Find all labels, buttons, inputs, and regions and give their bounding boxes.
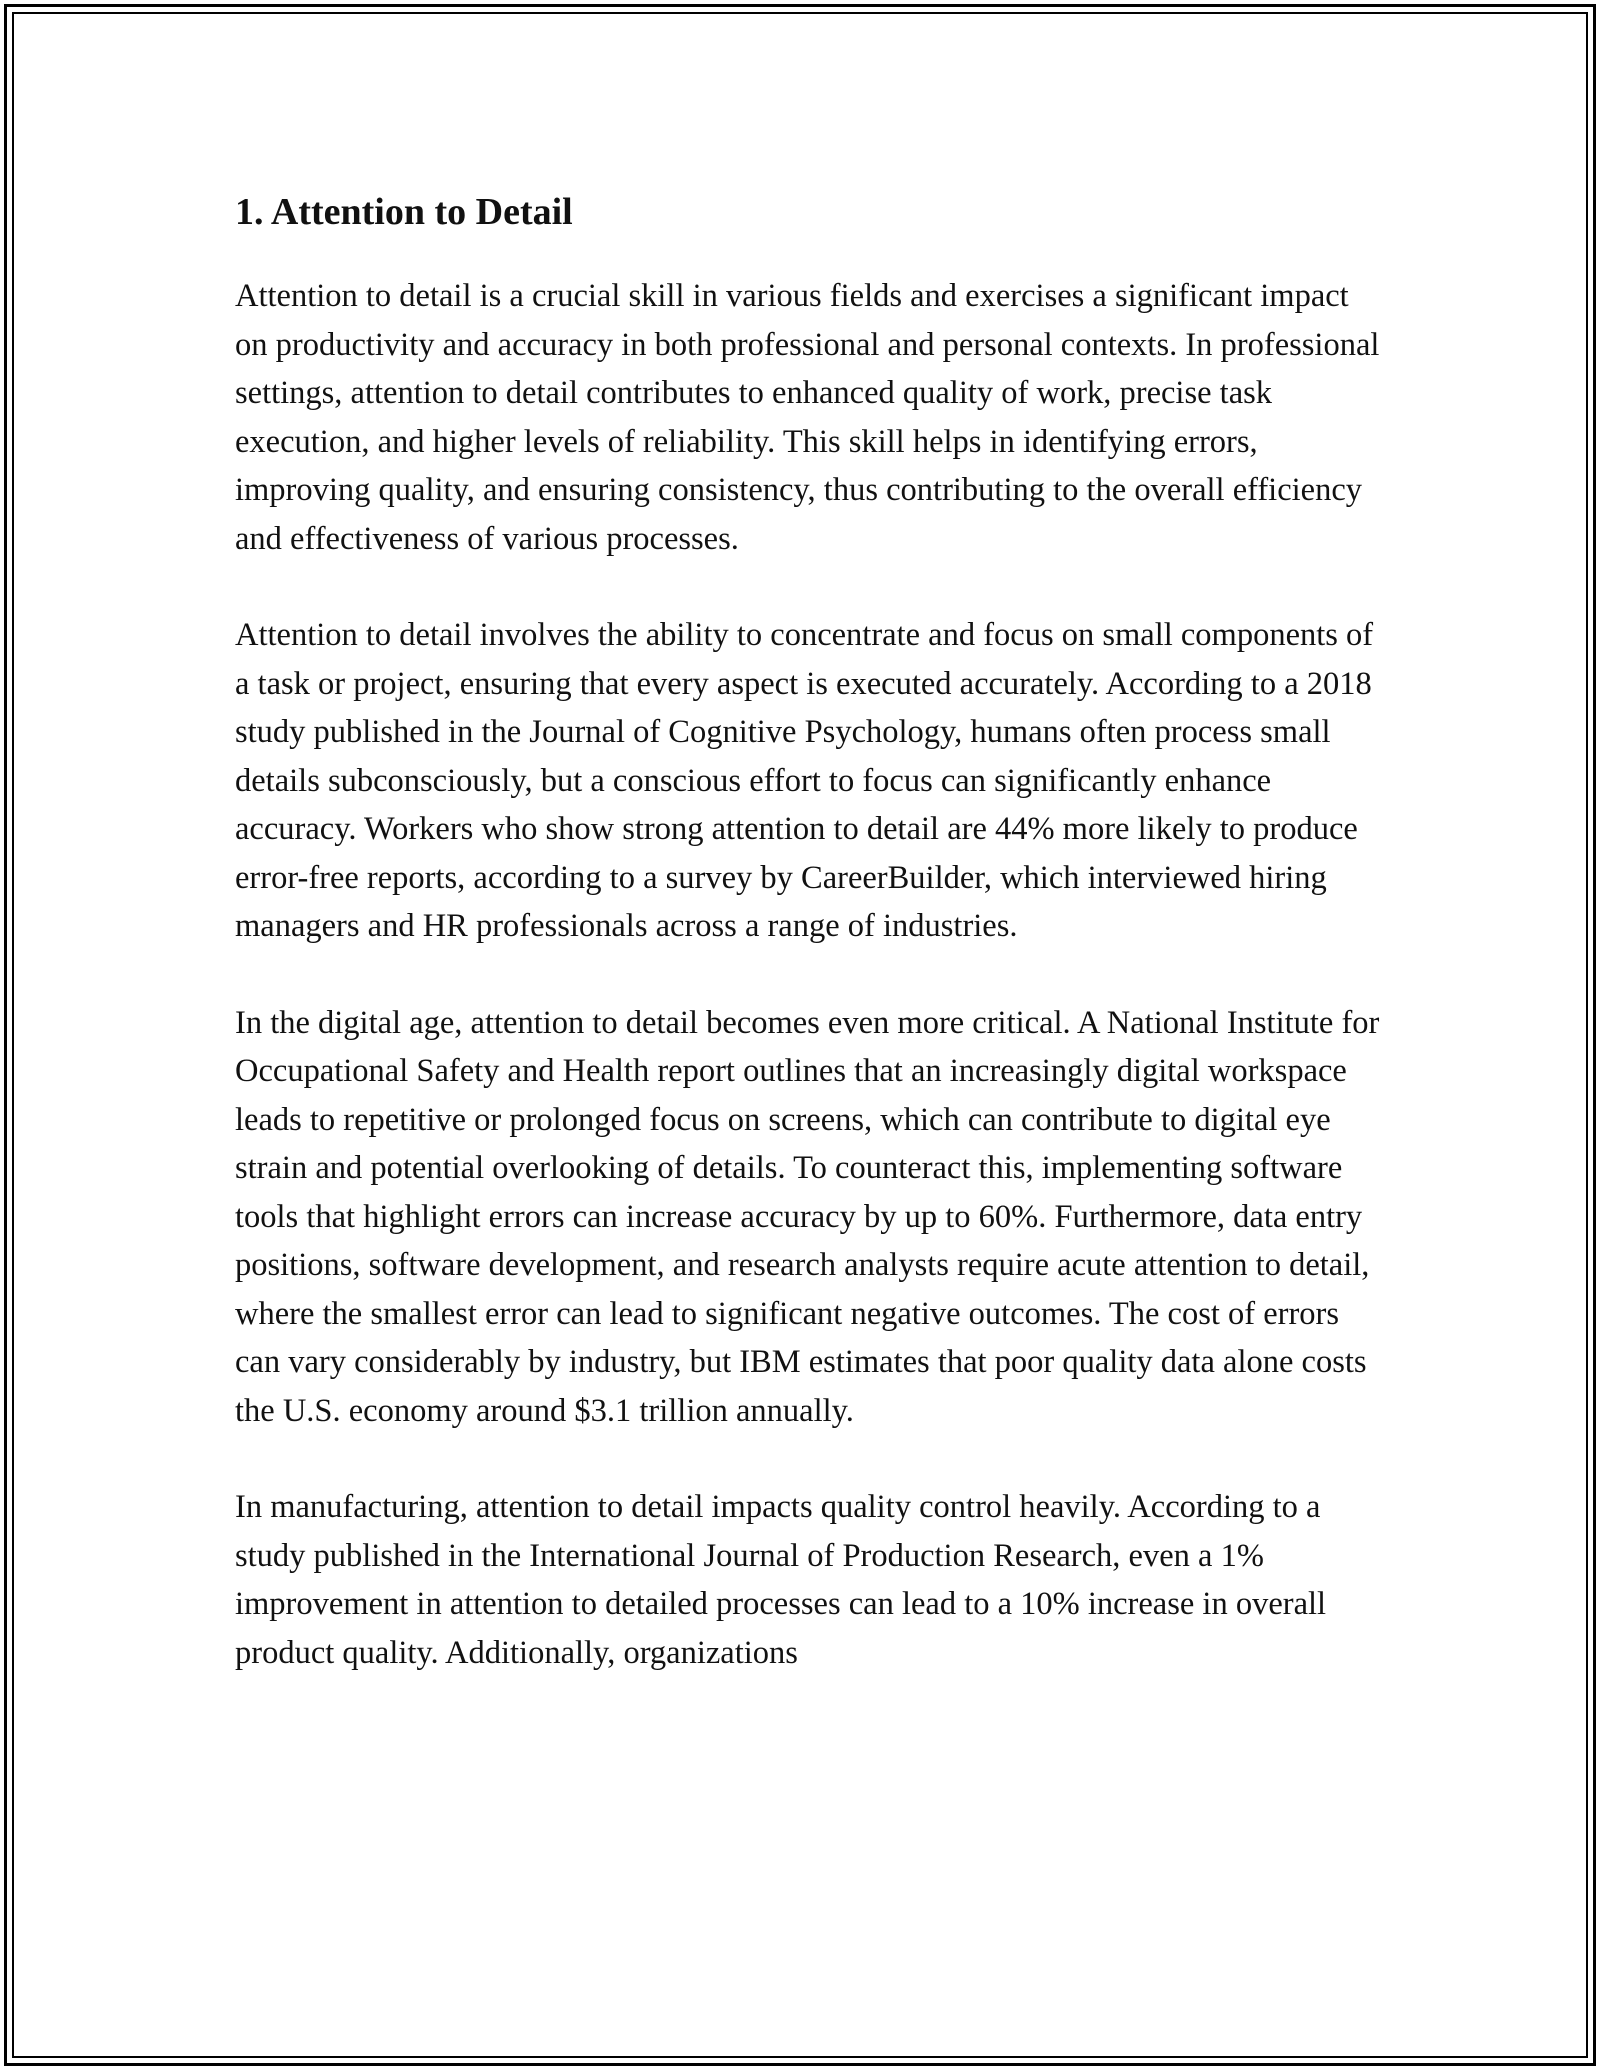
section-heading: 1. Attention to Detail xyxy=(235,191,573,233)
paragraph-1: Attention to detail is a crucial skill in various fields and exercises a significant impact on productivity and accuracy in both professional and personal contexts. In professional settings, attention to detail contributes to enhanced quality of work, precise task execution, and higher levels of reliability. This skill helps in identifying errors, improving quality, and ensuring consistency, thus contributing to the overall efficiency and effectiveness of various processes. xyxy=(235,278,1380,557)
document-content xyxy=(235,186,1380,1677)
paragraph-4: In manufacturing, attention to detail impacts quality control heavily. According to a study published in the International Journal of Production Research, even a 1% improvement in attention to detailed processes can lead to a 10% increase in overall product quality. Additionally, organizations xyxy=(235,1489,1327,1671)
paragraph-3: In the digital age, attention to detail becomes even more critical. A National Institute for Occupational Safety and Health report outlines that an increasingly digital workspace leads to repetitive or prolonged focus on screens, which can contribute to digital eye strain and potential overlooking of details. To counteract this, implementing software tools that highlight errors can increase accuracy by up to 60%. Furthermore, data entry positions, software development, and research analysts require acute attention to detail, where the smallest error can lead to significant negative outcomes. The cost of errors can vary considerably by industry, but IBM estimates that poor quality data alone costs the U.S. economy around $3.1 trillion annually. xyxy=(235,1004,1380,1429)
paragraph-2: Attention to detail involves the ability to concentrate and focus on small components of a task or project, ensuring that every aspect is executed accurately. According to a 2018 study published in the Journal of Cognitive Psychology, humans often process small details subconsciously, but a conscious effort to focus can significantly enhance accuracy. Workers who show strong attention to detail are 44% more likely to produce error-free reports, according to a survey by CareerBuilder, which interviewed hiring managers and HR professionals across a range of industries. xyxy=(235,617,1374,944)
